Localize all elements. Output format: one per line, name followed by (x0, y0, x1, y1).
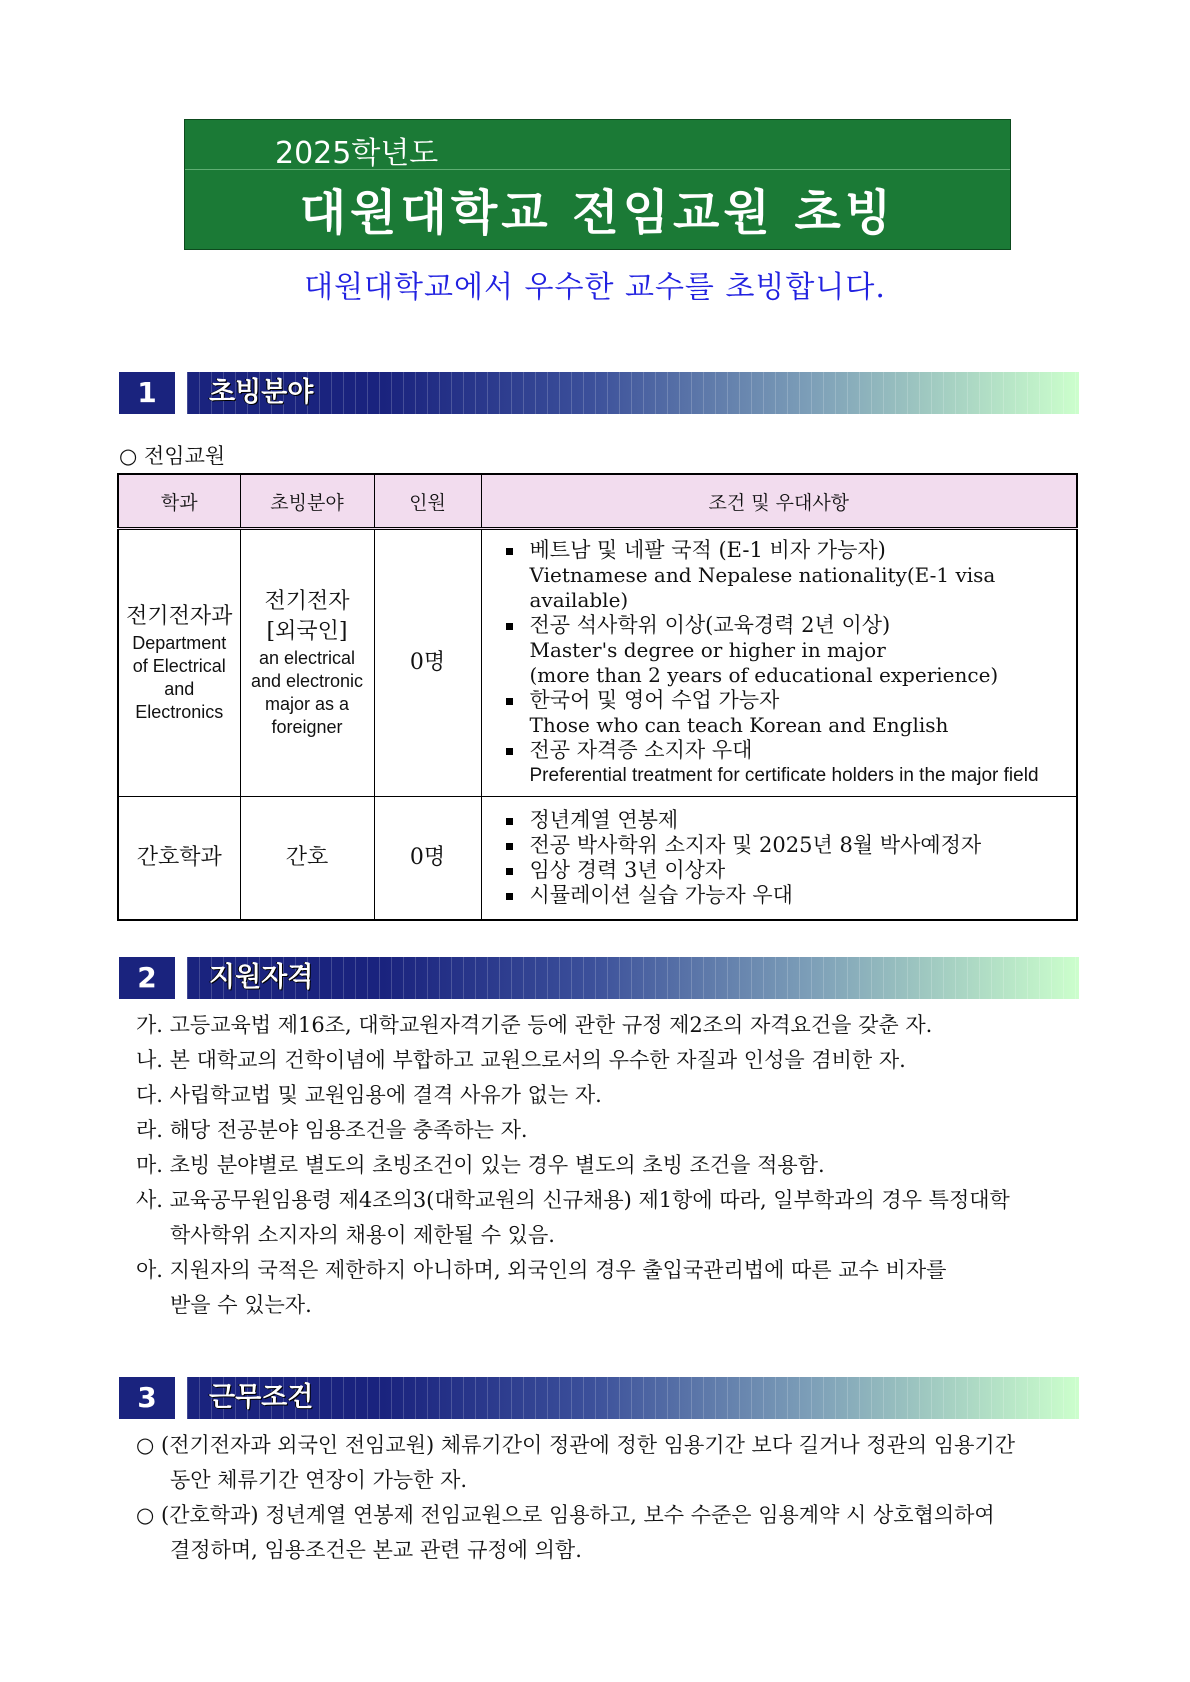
field-cell: 간호 (240, 797, 374, 920)
qualification-item: 마. 초빙 분야별로 별도의 초빙조건이 있는 경우 별도의 초빙 조건을 적용함. (136, 1153, 825, 1177)
condition-item: 전공 석사학위 이상(교육경력 2년 이상) (500, 613, 1073, 638)
subtitle: 대원대학교에서 우수한 교수를 초빙합니다. (304, 270, 886, 305)
condition-item: 한국어 및 영어 수업 가능자 (500, 688, 1073, 713)
banner-divider (185, 169, 1010, 170)
field-cell (240, 529, 374, 797)
qualification-item: 라. 해당 전공분야 임용조건을 충족하는 자. (136, 1118, 528, 1142)
section-number: 3 (119, 1377, 175, 1419)
table-row (118, 529, 1077, 797)
qualification-item: 다. 사립학교법 및 교원임용에 결격 사유가 없는 자. (136, 1083, 602, 1107)
count-cell: 0명 (374, 797, 481, 920)
section-title: 초빙분야 (209, 377, 314, 408)
condition-item: 정년계열 연봉제 (500, 808, 1073, 833)
work-condition-item: ○ (간호학과) 정년계열 연봉제 전임교원으로 임용하고, 보수 수준은 임용계약 시 상호협의하여 (136, 1503, 995, 1527)
section-title: 지원자격 (209, 962, 314, 993)
work-condition-item-cont: 동안 체류기간 연장이 가능한 자. (170, 1468, 468, 1492)
condition-item-en: Those who can teach Korean and English (529, 713, 949, 737)
banner-title: 대원대학교 전임교원 초빙 (299, 185, 896, 241)
section-header-3 (119, 1377, 1079, 1419)
qualification-item: 가. 고등교육법 제16조, 대학교원자격기준 등에 관한 규정 제2조의 자격요건을 갖춘 자. (136, 1013, 933, 1037)
field-name-ko: 전기전자 [외국인] (264, 589, 350, 644)
dept-name-en: Department of Electrical and Electronics (132, 633, 227, 722)
section-number: 2 (119, 957, 175, 999)
section-title: 근무조건 (209, 1382, 314, 1413)
condition-item: 시뮬레이션 실습 가능자 우대 (500, 883, 1073, 908)
count-cell: 0명 (374, 529, 481, 797)
section-number: 1 (119, 372, 175, 414)
title-banner (184, 119, 1011, 250)
table-row (118, 797, 1077, 920)
header-field: 초빙분야 (240, 474, 374, 529)
table-header-row (118, 474, 1077, 529)
condition-item: 임상 경력 3년 이상자 (500, 858, 1073, 883)
header-conditions: 조건 및 우대사항 (481, 474, 1077, 529)
condition-item-en: Master's degree or higher in major (529, 638, 886, 662)
section-header-2 (119, 957, 1079, 999)
conditions-cell (481, 529, 1077, 797)
conditions-cell (481, 797, 1077, 920)
qualification-item: 나. 본 대학교의 건학이념에 부합하고 교원으로서의 우수한 자질과 인성을 겸비한 자. (136, 1048, 906, 1072)
position-type: ○ 전임교원 (119, 444, 226, 468)
condition-item: 베트남 및 네팔 국적 (E-1 비자 가능자) (500, 538, 1073, 563)
condition-item: 전공 박사학위 소지자 및 2025년 8월 박사예정자 (500, 833, 1073, 858)
header-count: 인원 (374, 474, 481, 529)
qualification-item: 사. 교육공무원임용령 제4조의3(대학교원의 신규채용) 제1항에 따라, 일부학과의 경우 특정대학 (136, 1188, 1010, 1212)
dept-cell: 간호학과 (118, 797, 240, 920)
qualification-item-cont: 받을 수 있는자. (170, 1293, 312, 1317)
section-bar (187, 372, 1079, 414)
condition-item-en: Vietnamese and Nepalese nationality(E-1 visa available) (529, 563, 996, 612)
recruitment-table (117, 473, 1078, 921)
dept-name-ko: 전기전자과 (126, 604, 233, 629)
condition-item-en: Preferential treatment for certificate holders in the major field (529, 765, 1039, 786)
qualification-item-cont: 학사학위 소지자의 채용이 제한될 수 있음. (170, 1223, 555, 1247)
work-condition-item: ○ (전기전자과 외국인 전임교원) 체류기간이 정관에 정한 임용기간 보다 길거나 정관의 임용기간 (136, 1433, 1016, 1457)
section-bar (187, 1377, 1079, 1419)
qualification-item: 아. 지원자의 국적은 제한하지 아니하며, 외국인의 경우 출입국관리법에 따른 교수 비자를 (136, 1258, 947, 1282)
field-name-en: an electrical and electronic major as a foreigner (250, 648, 364, 737)
banner-year: 2025학년도 (275, 136, 439, 171)
section-bar (187, 957, 1079, 999)
condition-item: 전공 자격증 소지자 우대 (500, 738, 1073, 763)
dept-cell (118, 529, 240, 797)
work-condition-item-cont: 결정하며, 임용조건은 본교 관련 규정에 의함. (170, 1538, 582, 1562)
condition-item-en: (more than 2 years of educational experience) (529, 663, 999, 687)
header-dept: 학과 (118, 474, 240, 529)
section-header-1 (119, 372, 1079, 414)
